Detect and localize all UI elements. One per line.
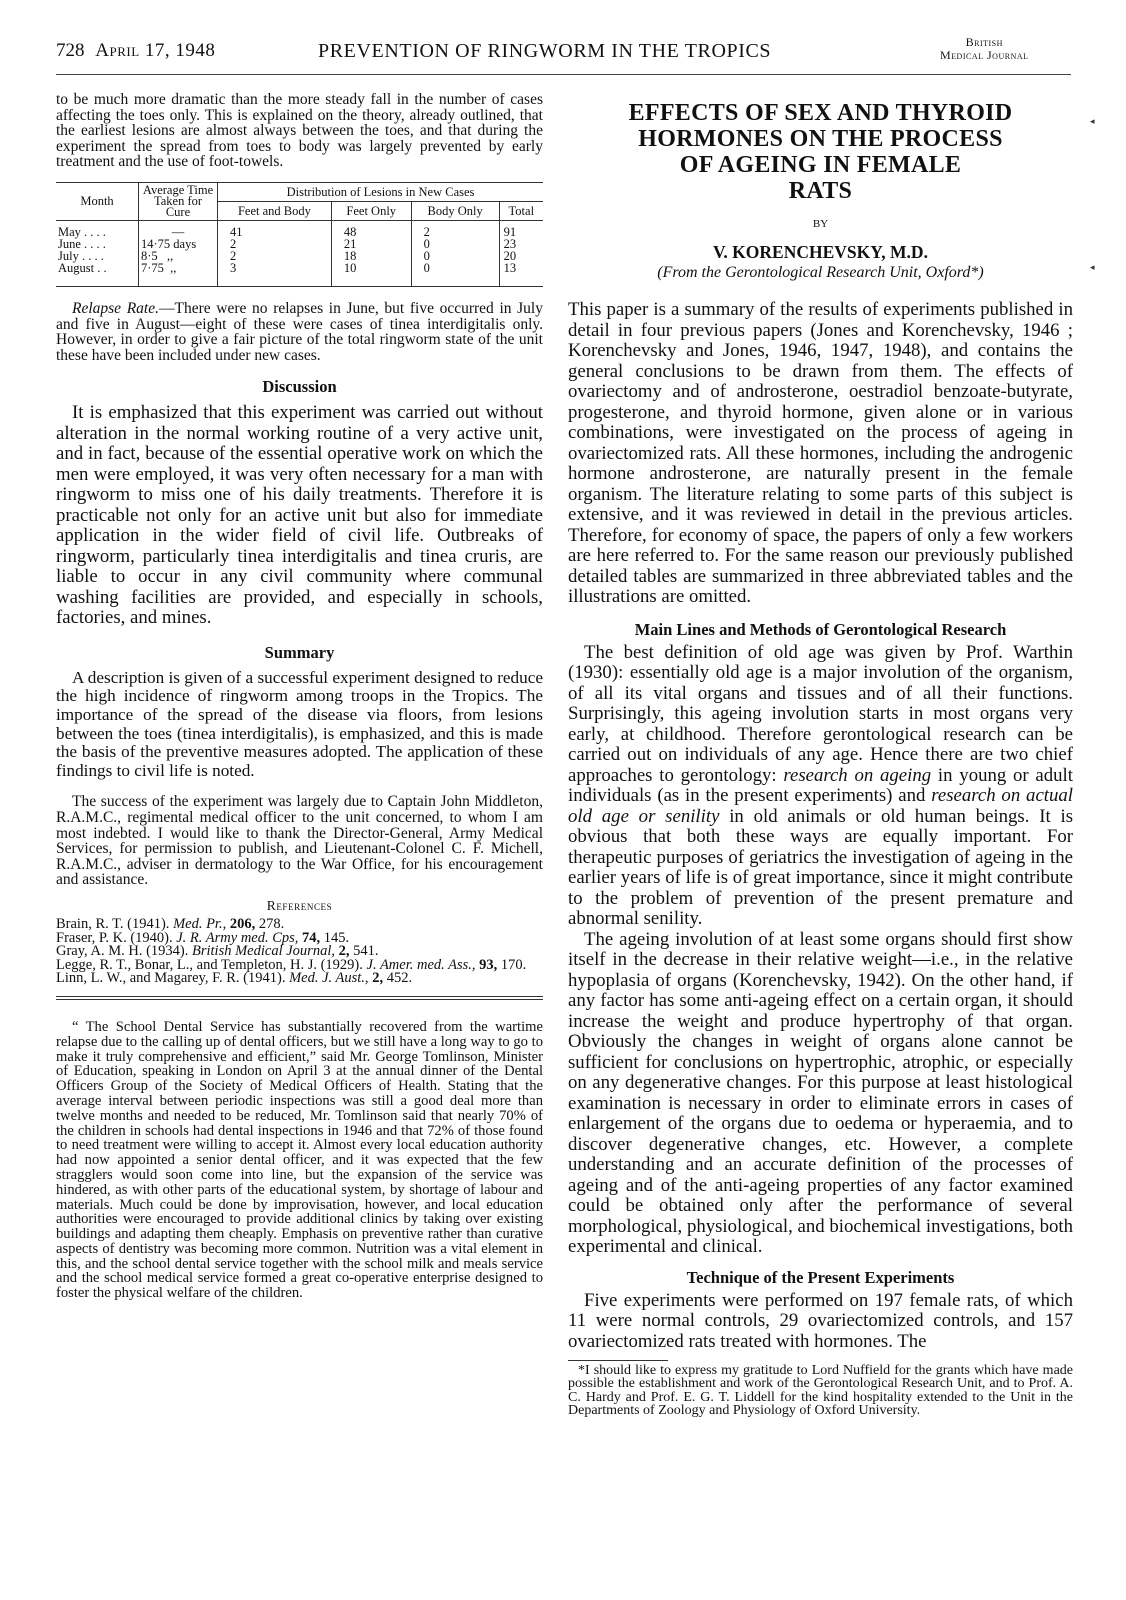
cell-month: May . . . . (58, 224, 106, 239)
discussion-heading: Discussion (262, 377, 337, 397)
th-month: Month (56, 183, 139, 221)
table-row (56, 250, 543, 262)
cell-time: 14·75 days (139, 238, 218, 250)
margin-mark: ◂ (1090, 116, 1095, 126)
right-column (568, 92, 1073, 1418)
journal-name-line1: British (965, 35, 1003, 49)
cell-feet-body: 2 (218, 238, 332, 250)
references-list (56, 915, 543, 987)
references-heading: References (266, 897, 333, 913)
cell-feet-body: 41 (218, 220, 332, 238)
cell-body-only: 0 (411, 238, 499, 250)
journal-name-line2: Medical Journal (940, 48, 1029, 62)
technique-heading: Technique of the Present Experiments (686, 1267, 955, 1287)
cell-feet-only: 18 (331, 250, 411, 262)
cell-total: 91 (499, 220, 543, 238)
relapse-label: Relapse Rate. (72, 299, 159, 317)
reference-item: Legge, R. T., Bonar, L., and Templeton, H. J. (1929). J. Amer. med. Ass., 93, 170. (56, 956, 527, 973)
table-row (56, 262, 543, 286)
article-title (568, 100, 1073, 204)
journal-name (940, 36, 1029, 62)
article-intro: This paper is a summary of the results of experiments published in detail in four previous papers (Jones and Korenchevsky, 1946 ; Korenchevsky and Jones, 1946, 1947, 1948), and contains the general conclusions to be drawn from them. The effects of ovariectomy and of androsterone, oestradiol benzoate-butyrate, progesterone, and thyroid hormone, given alone or in various combinations, were investigated on the process of ageing in ovariectomized rats. All these hormones, including the androgenic hormone androsterone, are naturally present in the female organism. The literature relating to some parts of this subject is extensive, and it was reviewed in detail in the previous articles. Therefore, for economy of space, the papers of only a few workers are here referred to. For the same reason our previously published detailed tables are summarized in three abbreviated tables and the illustrations are omitted. (568, 299, 1073, 607)
relapse-text: —There were no relapses in June, but five occurred in July and five in August—eight of these were cases of tinea interdigitalis only. However, in order to give a fair picture of the total ringworm state of the unit these have been included under new cases. (56, 299, 543, 364)
header-rule (56, 74, 1071, 75)
cell-month: August . . (58, 260, 107, 275)
margin-mark: ◂ (1090, 262, 1095, 272)
cell-body-only: 2 (411, 220, 499, 238)
main-lines-paragraph-1: The best definition of old age was given by Prof. Warthin (1930): essentially old age is a major involution of the organism, of all its vital organs and tissues and of all their functions. Surprisingly, this ageing involution starts in most organs very early, at childhood. Therefore gerontological research can be carried out on individuals of any age. Hence there are two chief approaches to gerontology: research on ageing in young or adult individuals (as in the present experiments) and research on actual old age or senility in old animals or old human beings. It is obvious that both these ways are equally important. For therapeutic purposes of geriatrics the investigation of ageing in the earlier years of life is of great importance, since it might contribute to the problem of prevention of the present premature and abnormal senility. (568, 641, 1074, 929)
left-column (56, 92, 543, 1301)
running-header (0, 0, 1126, 80)
lesion-table (56, 182, 543, 287)
discussion-paragraph: It is emphasized that this experiment was carried out without alteration in the normal working routine of a very active unit, and in fact, because of the essential operative work on which the men were employed, it was very often necessary for a man with ringworm to miss one of his daily treatments. Therefore it is practicable not only for an active unit but also for immediate application in the wider field of civil life. Outbreaks of ringworm, particularly tinea interdigitalis and tinea cruris, are liable to occur in any civil community where communal washing facilities are provided, and especially in schools, factories, and mines. (56, 402, 543, 629)
header-left (56, 40, 215, 62)
cell-time: — (139, 220, 218, 238)
reference-item: Linn, L. W., and Magarey, F. R. (1941). Med. J. Aust., 2, 452. (56, 970, 413, 987)
title-line: RATS (788, 178, 853, 204)
th-distribution: Distribution of Lesions in New Cases (218, 183, 544, 201)
cell-body-only: 0 (411, 262, 499, 286)
section-divider (56, 996, 543, 1000)
footnote: *I should like to express my gratitude to Lord Nuffield for the grants which have made possible the establishment and work of the Gerontological Research Unit, and to Prof. A. C. Hardy and Prof. E. G. T. Liddell for the kind hospitality extended to the Unit in the Departments of Zoology and Physiology of Oxford University. (568, 1363, 1073, 1419)
th-total: Total (499, 201, 543, 220)
main-lines-heading: Main Lines and Methods of Gerontological Research (634, 619, 1007, 639)
continued-paragraph: to be much more dramatic than the more steady fall in the number of cases affecting the toes only. This is explained on the theory, already outlined, that the earliest lesions are almost always between the toes, and that during the experiment the spread from toes to body was largely prevented by early treatment and the use of foot-towels. (56, 91, 543, 171)
author-name: V. KORENCHEVSKY, M.D. (713, 242, 928, 262)
relapse-paragraph (56, 301, 543, 363)
cell-feet-only: 48 (331, 220, 411, 238)
technique-paragraph: Five experiments were performed on 197 female rats, of which 11 were normal controls, 29 ovariectomized controls, and 157 ovariectomized rats treated with hormones. The (568, 1289, 1073, 1352)
cell-body-only: 0 (411, 250, 499, 262)
th-feet-only: Feet Only (331, 201, 411, 220)
issue-date: April 17, 1948 (95, 40, 216, 61)
cell-feet-only: 10 (331, 262, 411, 286)
page-number: 728 (56, 40, 85, 61)
table-row (56, 220, 543, 238)
reference-item: Fraser, P. K. (1940). J. R. Army med. Cps, 74, 145. (56, 929, 350, 946)
reference-item: Brain, R. T. (1941). Med. Pr., 206, 278. (56, 915, 285, 932)
cell-total: 13 (499, 262, 543, 286)
table-row (56, 238, 543, 250)
cell-total: 23 (499, 238, 543, 250)
th-body-only: Body Only (411, 201, 499, 220)
author-affiliation: (From the Gerontological Research Unit, Oxford*) (657, 264, 984, 281)
main-lines-paragraph-2: The ageing involution of at least some organs should first show itself in the decrease in their relative weight—i.e., in the relative hypoplasia of organs (Korenchevsky, 1942). On the other hand, if any factor has some anti-ageing effect on a certain organ, it should increase the weight and produce hypertrophy of that organ. Obviously the changes in weight of organs alone cannot be sufficient for conclusions on hypertrophic, atrophic, or especially on any degenerative changes. For this purpose at least histological examination is necessary in order to eliminate errors in cases of enlargement of the organs due to oedema or hyperaemia, and to discover degenerative changes, etc. However, a complete understanding and an accurate definition of the processes of ageing and of the anti-ageing properties of any factor examined could be obtained only after the performance of several morphological, physiological, and biochemical investigations, both experimental and clinical. (568, 928, 1073, 1257)
cell-feet-body: 3 (218, 262, 332, 286)
running-title: PREVENTION OF RINGWORM IN THE TROPICS (318, 40, 772, 62)
reference-item: Gray, A. M. H. (1934). British Medical Journal, 2, 541. (56, 943, 379, 960)
title-line: EFFECTS OF SEX AND THYROID (628, 100, 1013, 126)
news-paragraph: “ The School Dental Service has substantially recovered from the wartime relapse due to the calling up of dental officers, but we still have a long way to go to make it truly comprehensive and efficient,” said Mr. George Tomlinson, Minister of Education, speaking in London on April 3 at the annual dinner of the Dental Officers Group of the Society of Medical Officers of Health. Stating that the average interval between periodic inspections was still a good deal more than twelve months and needed to be reduced, Mr. Tomlinson said that nearly 70% of the children in schools had dental inspections in 1946 and that 72% of those found to need treatment were willing to accept it. Almost every local education authority had now appointed a senior dental officer, and it was expected that the few stragglers would soon come into line, but the expansion of the service was hindered, as with other parts of the educational system, by shortage of labour and materials. Much could be done by improvisation, however, and local education authorities were encouraged to provide additional clinics by taking over existing buildings and adapting them cheaply. Emphasis on preventive rather than curative aspects of dentistry was becoming more common. Nutrition was a vital element in this, and the school dental service together with the school milk and meals service and the school medical service formed a great co-operative enterprise designed to foster the physical welfare of the children. (56, 1018, 543, 1302)
summary-heading: Summary (264, 642, 335, 662)
cell-time: 7·75 ,, (139, 262, 218, 286)
byline-by: BY (812, 218, 829, 230)
cell-feet-body: 2 (218, 250, 332, 262)
cell-month: July . . . . (58, 248, 104, 263)
cell-time: 8·5 ,, (139, 250, 218, 262)
footnote-rule (568, 1360, 668, 1361)
summary-paragraph: A description is given of a successful experiment designed to reduce the high incidence of ringworm among troops in the Tropics. The importance of the spread of the disease via floors, from lesions between the toes (tinea interdigitalis), is emphasized, and this is made the basis of the preventive measures adopted. The application of these findings to civil life is noted. (56, 667, 543, 780)
cell-feet-only: 21 (331, 238, 411, 250)
title-line: OF AGEING IN FEMALE (679, 152, 962, 178)
cell-total: 20 (499, 250, 543, 262)
th-feet-body: Feet and Body (218, 201, 332, 220)
cell-month: June . . . . (58, 236, 106, 251)
title-line: HORMONES ON THE PROCESS (638, 126, 1003, 152)
th-time: Average Time Taken for Cure (139, 183, 218, 221)
acknowledgment-paragraph: The success of the experiment was largely due to Captain John Middleton, R.A.M.C., regimental medical officer to the unit concerned, to whom I am most indebted. I would like to thank the Director-General, Army Medical Services, for permission to publish, and Lieutenant-Colonel C. F. Michell, R.A.M.C., adviser in dermatology to the War Office, for his encouragement and assistance. (56, 793, 543, 889)
